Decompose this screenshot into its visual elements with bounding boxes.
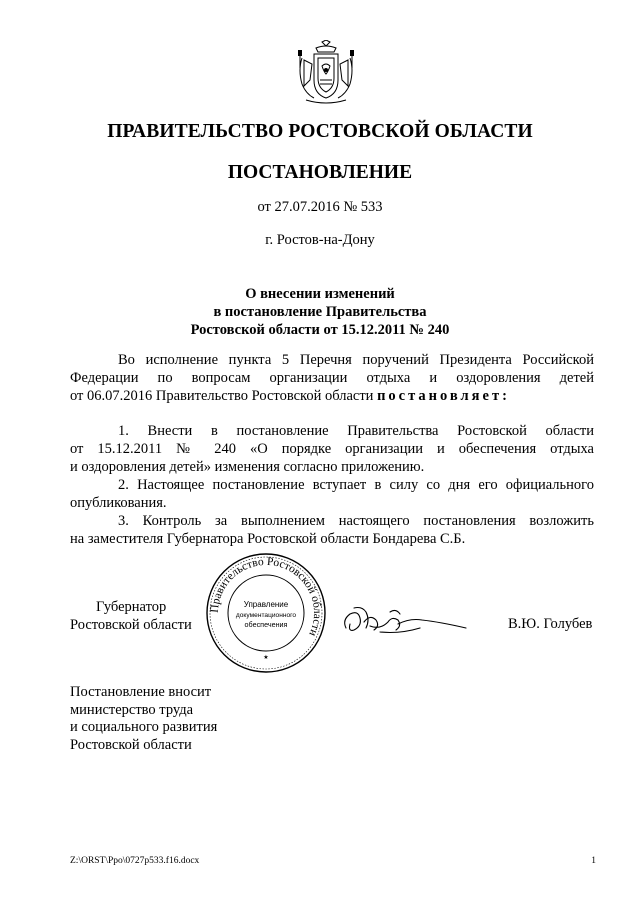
signatory-role xyxy=(70,598,192,634)
seal-center-line: документационного xyxy=(235,612,297,619)
document-city: г. Ростов-на-Дону xyxy=(265,232,375,248)
signatory-name: В.Ю. Голубев xyxy=(508,616,593,632)
preamble-line: Во исполнение пункта 5 Перечня поручений Президента Российской xyxy=(118,352,594,368)
decree-item xyxy=(70,476,594,512)
decree-items xyxy=(70,422,594,548)
submitted-by-block xyxy=(70,684,217,754)
page-number: 1 xyxy=(591,856,596,866)
signatory-role-line: Губернатор xyxy=(96,599,167,615)
coat-of-arms-emblem xyxy=(294,40,358,108)
document-date-number: от 27.07.2016 № 533 xyxy=(257,199,383,215)
signatory-role-line: Ростовской области xyxy=(70,617,192,633)
decree-item xyxy=(70,422,594,476)
seal-center-line: Управление xyxy=(243,600,289,609)
preamble-line xyxy=(70,387,594,405)
official-seal xyxy=(205,552,327,674)
handwritten-signature xyxy=(340,600,470,642)
item-line: 1. Внести в постановление Правительства Ростовской области xyxy=(118,423,594,439)
preamble-paragraph xyxy=(70,351,594,405)
item-line: 3. Контроль за выполнением настоящего постановления возложить xyxy=(118,513,594,529)
seal-star-icon: ★ xyxy=(263,654,269,661)
document-title xyxy=(0,285,640,339)
title-line: Ростовской области от 15.12.2011 № 240 xyxy=(190,322,450,338)
submitted-by-line: министерство труда xyxy=(70,701,194,718)
item-line: на заместителя Губернатора Ростовской области Бондарева С.Б. xyxy=(70,531,466,547)
preamble-line: Федерации по вопросам организации отдыха и оздоровления детей xyxy=(70,370,594,386)
item-line: от 15.12.2011 № 240 «О порядке организации и обеспечения отдыха xyxy=(70,441,594,457)
submitted-by-line: Ростовской области xyxy=(70,736,192,753)
item-line: и оздоровления детей» изменения согласно приложению. xyxy=(70,459,425,475)
seal-center-line: обеспечения xyxy=(244,620,288,629)
title-line: в постановление Правительства xyxy=(213,304,427,320)
preamble-line-text: от 06.07.2016 Правительство Ростовской области xyxy=(70,388,378,404)
seal-ring-text: Правительство Ростовской области xyxy=(208,555,324,638)
decree-item xyxy=(70,512,594,548)
item-line: 2. Настоящее постановление вступает в силу со дня его официального xyxy=(118,477,594,493)
title-line: О внесении изменений xyxy=(245,286,395,302)
organization-name: ПРАВИТЕЛЬСТВО РОСТОВСКОЙ ОБЛАСТИ xyxy=(107,121,533,142)
document-type: ПОСТАНОВЛЕНИЕ xyxy=(227,162,413,183)
decree-word: постановляет: xyxy=(377,388,510,404)
footer-file-path: Z:\ORST\Ppo\0727p533.f16.docx xyxy=(70,856,200,866)
item-line: опубликования. xyxy=(70,495,167,511)
submitted-by-line: и социального развития xyxy=(70,719,218,735)
submitted-by-line: Постановление вносит xyxy=(70,684,212,700)
